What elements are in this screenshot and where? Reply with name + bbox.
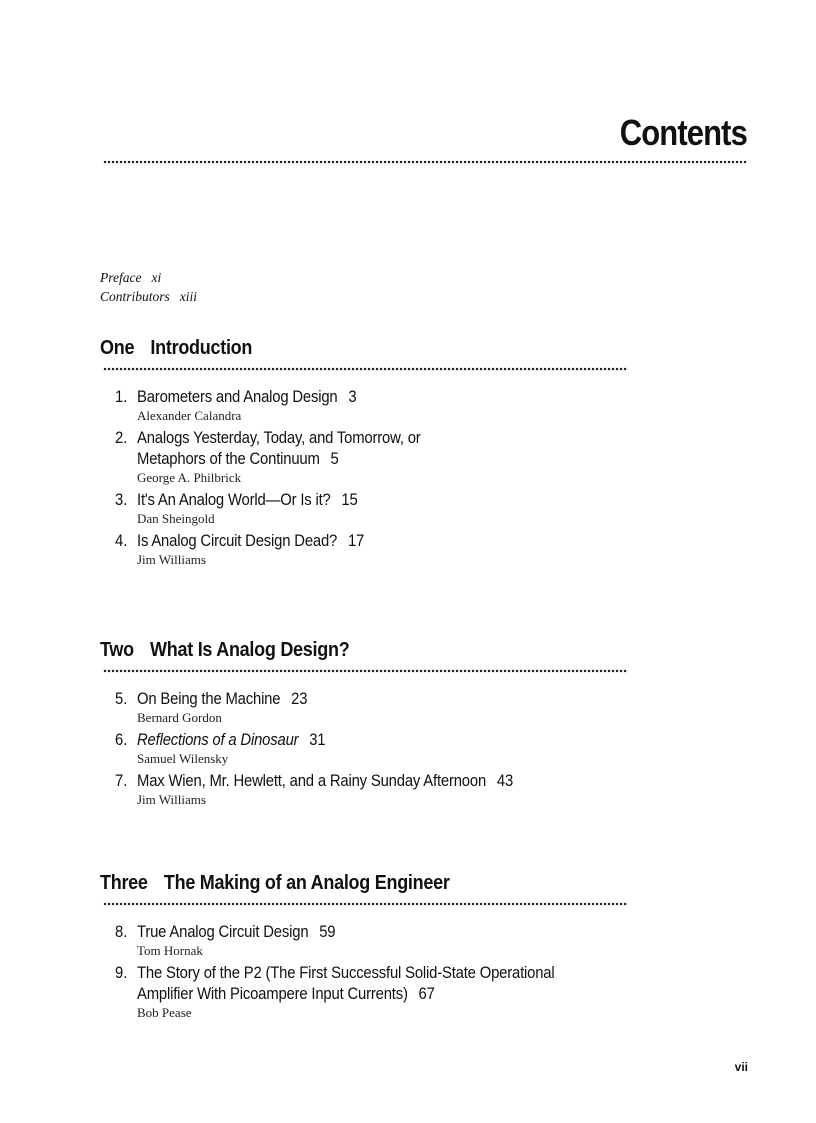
front-matter-label: Preface	[100, 270, 142, 285]
chapter-entry	[100, 490, 630, 527]
chapter-page: 23	[291, 690, 308, 708]
chapter-title: Analogs Yesterday, Today, and Tomorrow, or Metaphors of the Continuum	[137, 429, 421, 468]
chapter-number: 9.	[115, 964, 128, 982]
chapter-author: Tom Hornak	[137, 943, 203, 958]
page-number: vii	[734, 1060, 748, 1074]
part-dotted-rule	[103, 902, 628, 906]
chapter-number: 7.	[115, 772, 128, 790]
part-title: The Making of an Analog Engineer	[163, 872, 450, 894]
chapter-author: George A. Philbrick	[137, 470, 242, 485]
front-matter	[100, 268, 197, 306]
chapter-number: 2.	[115, 429, 128, 447]
part-one	[100, 337, 630, 572]
chapter-number: 4.	[115, 532, 128, 550]
chapter-entry	[100, 922, 630, 959]
chapter-page: 15	[341, 491, 358, 509]
part-number: Two	[100, 639, 134, 661]
chapter-number: 1.	[115, 388, 128, 406]
part-heading	[100, 639, 577, 662]
chapter-number: 3.	[115, 491, 128, 509]
chapter-entry	[100, 428, 630, 486]
chapter-title: True Analog Circuit Design	[137, 923, 309, 941]
chapter-entry	[100, 771, 630, 808]
chapter-list	[100, 922, 630, 1021]
chapter-author: Alexander Calandra	[137, 408, 242, 423]
chapter-entry	[100, 531, 630, 568]
chapter-entry	[100, 730, 630, 767]
chapter-author: Jim Williams	[137, 552, 206, 567]
part-heading	[100, 872, 577, 895]
part-number: Three	[100, 872, 148, 894]
chapter-list	[100, 689, 630, 808]
chapter-author: Dan Sheingold	[137, 511, 215, 526]
chapter-title: Barometers and Analog Design	[137, 388, 338, 406]
chapter-page: 59	[319, 923, 336, 941]
chapter-page: 3	[348, 388, 357, 406]
front-matter-page: xi	[151, 270, 162, 285]
title-dotted-rule	[103, 160, 748, 164]
chapter-page: 67	[418, 985, 435, 1003]
chapter-title: Reflections of a Dinosaur	[137, 731, 299, 749]
part-three	[100, 872, 630, 1025]
chapter-page: 43	[496, 772, 514, 790]
part-dotted-rule	[103, 669, 628, 673]
chapter-number: 5.	[115, 690, 128, 708]
chapter-entry	[100, 689, 630, 726]
chapter-page: 31	[309, 731, 326, 749]
chapter-author: Samuel Wilensky	[137, 751, 229, 766]
front-matter-label: Contributors	[100, 289, 170, 304]
chapter-page: 5	[330, 450, 339, 468]
front-matter-page: xiii	[179, 289, 198, 304]
chapter-list	[100, 387, 630, 568]
chapter-page: 17	[347, 532, 365, 550]
chapter-author: Bernard Gordon	[137, 710, 222, 725]
chapter-entry	[100, 963, 630, 1021]
chapter-title: It's An Analog World—Or Is it?	[137, 491, 331, 509]
chapter-title: Is Analog Circuit Design Dead?	[137, 532, 338, 550]
part-two	[100, 639, 630, 812]
chapter-number: 6.	[115, 731, 128, 749]
part-dotted-rule	[103, 367, 628, 371]
chapter-author: Jim Williams	[137, 792, 206, 807]
front-matter-item	[100, 268, 197, 287]
part-number: One	[100, 337, 135, 359]
chapter-title: On Being the Machine	[137, 690, 281, 708]
chapter-number: 8.	[115, 923, 128, 941]
chapter-author: Bob Pease	[137, 1005, 192, 1020]
chapter-title: The Story of the P2 (The First Successful Solid-State Operational Amplifier With Picoampere Input Currents)	[137, 964, 555, 1003]
part-title: What Is Analog Design?	[150, 639, 350, 661]
chapter-title: Max Wien, Mr. Hewlett, and a Rainy Sunday Afternoon	[137, 772, 487, 790]
part-title: Introduction	[150, 337, 253, 359]
page-title: Contents	[619, 112, 747, 153]
front-matter-item	[100, 287, 197, 306]
chapter-entry	[100, 387, 630, 424]
part-heading	[100, 337, 577, 360]
